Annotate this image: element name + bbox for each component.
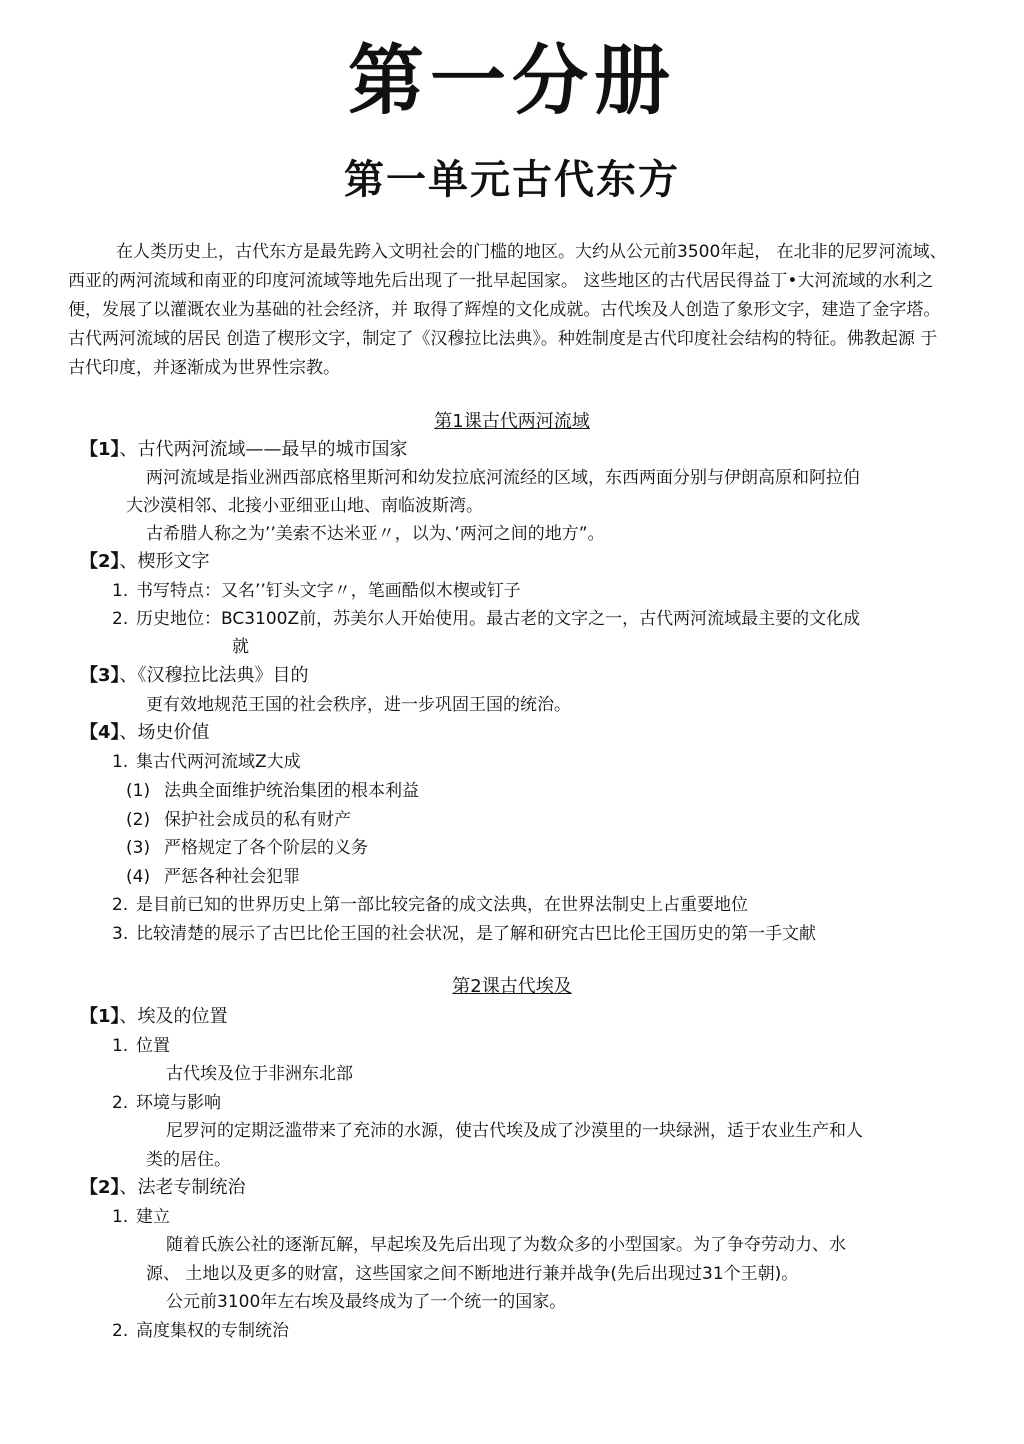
section-marker: 【4】 bbox=[80, 722, 120, 743]
section-label: 、楔形文字 bbox=[119, 551, 210, 572]
item-text: 位置 bbox=[136, 1036, 170, 1056]
item-number: 1. bbox=[112, 1036, 129, 1056]
list-item bbox=[112, 749, 301, 775]
unit-title: 第一单元古代东方 bbox=[344, 157, 680, 203]
item-number: 2. bbox=[112, 1093, 129, 1113]
section-marker: 【1】 bbox=[80, 439, 120, 460]
sub-list-item bbox=[126, 864, 300, 890]
section-label: 、场史价值 bbox=[119, 722, 210, 743]
item-number: 1. bbox=[112, 1207, 129, 1227]
item-number: 1. bbox=[112, 752, 129, 772]
list-item bbox=[112, 1090, 221, 1116]
section-marker: 【2】 bbox=[80, 551, 120, 572]
item-number: (1) bbox=[126, 781, 151, 801]
list-item bbox=[112, 892, 748, 918]
sub-list-item bbox=[126, 807, 351, 833]
section-1-heading bbox=[80, 1004, 228, 1030]
section-4-heading bbox=[80, 720, 210, 746]
list-item bbox=[112, 1318, 289, 1344]
section-marker: 【1】 bbox=[80, 1006, 120, 1027]
sub-list-item bbox=[126, 778, 419, 804]
lesson-1-title: 第1课古代两河流域 bbox=[434, 411, 590, 432]
sub-list-item bbox=[126, 835, 368, 861]
intro-paragraph bbox=[68, 238, 950, 383]
list-item bbox=[112, 606, 860, 632]
item-number: 2. bbox=[112, 1321, 129, 1341]
section-2-heading bbox=[80, 549, 210, 575]
volume-title: 第一分册 bbox=[348, 36, 676, 125]
lesson-2-title: 第2课古代埃及 bbox=[452, 976, 572, 997]
item-number: 2. bbox=[112, 609, 129, 629]
item-number: (3) bbox=[126, 838, 151, 858]
item-text: 是目前已知的世界历史上第一部比较完备的成文法典，在世界法制史上占重要地位 bbox=[136, 895, 748, 915]
section-marker: 【3】 bbox=[80, 665, 120, 686]
item-number: 3. bbox=[112, 924, 129, 944]
item-number: 2. bbox=[112, 895, 129, 915]
paragraph-text: 尼罗河的定期泛滥带来了充沛的水源，使古代埃及成了沙漠里的一块绿洲，适于农业生产和人 bbox=[166, 1121, 863, 1141]
paragraph-text: 古希腊人称之为’’美索不达米亚〃，以为、’两河之间的地方”。 bbox=[146, 524, 605, 544]
item-number: (4) bbox=[126, 867, 151, 887]
item-text: 集古代两河流域Z大成 bbox=[136, 752, 301, 772]
paragraph-text: 大沙漠相邻、北接小亚细亚山地、南临波斯湾。 bbox=[126, 496, 483, 516]
list-item bbox=[112, 1033, 170, 1059]
paragraph-text: 类的居住。 bbox=[146, 1150, 231, 1170]
section-label: 、法老专制统治 bbox=[119, 1177, 246, 1198]
item-text: 环境与影响 bbox=[136, 1093, 221, 1113]
item-text: 保护社会成员的私有财产 bbox=[164, 810, 351, 830]
paragraph-text: 随着氏族公社的逐渐瓦解，早起埃及先后出现了为数众多的小型国家。为了争夺劳动力、水 bbox=[166, 1235, 846, 1255]
item-text: 严格规定了各个阶层的义务 bbox=[164, 838, 368, 858]
paragraph-text: 两河流域是指业洲西部底格里斯河和幼发拉底河流经的区域，东西两面分别与伊朗高原和阿拉伯 bbox=[146, 468, 860, 488]
item-text: 书写特点：又名’’钉头文字〃，笔画酷似木楔或钉子 bbox=[136, 581, 521, 601]
paragraph-text: 更有效地规范王国的社会秩序，进一步巩固王国的统治。 bbox=[146, 695, 571, 715]
intro-text: 在人类历史上，古代东方是最先跨入文明社会的门槛的地区。大约从公元前3500年起， 在北非的尼罗河流域、西亚的两河流域和南亚的印度河流域等地先后出现了一批早起国家。 这些地区的古代居民得益丁•大河流域的水利之便，发展了以灌溉农业为基础的社会经济，并 取得了辉煌的文化成就。古代埃及人创造了象形文字，建造了金字塔。古代两河流域的居民 创造了楔形文字，制定了《汉穆拉比法典》。种姓制度是古代印度社会结构的特征。佛教起源 于古代印度，并逐渐成为世界性宗教。 bbox=[68, 242, 947, 378]
item-text: 历史地位：BC3100Z前，苏美尔人开始使用。最古老的文字之一，古代两河流域最主要的文化成 bbox=[136, 609, 861, 629]
section-label: 、《汉穆拉比法典》目的 bbox=[119, 665, 309, 686]
paragraph-text: 公元前3100年左右埃及最终成为了一个统一的国家。 bbox=[166, 1292, 567, 1312]
list-item bbox=[112, 578, 521, 604]
item-text: 高度集权的专制统治 bbox=[136, 1321, 289, 1341]
section-label: 、埃及的位置 bbox=[119, 1006, 228, 1027]
section-1-heading bbox=[80, 437, 408, 463]
item-number: (2) bbox=[126, 810, 151, 830]
section-label: 、古代两河流域——最早的城市国家 bbox=[119, 439, 408, 460]
section-3-heading bbox=[80, 663, 309, 689]
item-text: 比较清楚的展示了古巴比伦王国的社会状况，是了解和研究古巴比伦王国历史的第一手文献 bbox=[136, 924, 816, 944]
item-text: 建立 bbox=[136, 1207, 170, 1227]
paragraph-text: 源、 土地以及更多的财富，这些国家之间不断地进行兼并战争(先后出现过31个王朝)。 bbox=[146, 1264, 799, 1284]
item-number: 1. bbox=[112, 581, 129, 601]
list-item bbox=[112, 921, 816, 947]
item-text: 法典全面维护统治集团的根本利益 bbox=[164, 781, 419, 801]
item-text-continued: 就 bbox=[232, 637, 249, 657]
section-marker: 【2】 bbox=[80, 1177, 120, 1198]
list-item bbox=[112, 1204, 170, 1230]
section-2-heading bbox=[80, 1175, 246, 1201]
paragraph-text: 古代埃及位于非洲东北部 bbox=[166, 1064, 353, 1084]
item-text: 严惩各种社会犯罪 bbox=[164, 867, 300, 887]
